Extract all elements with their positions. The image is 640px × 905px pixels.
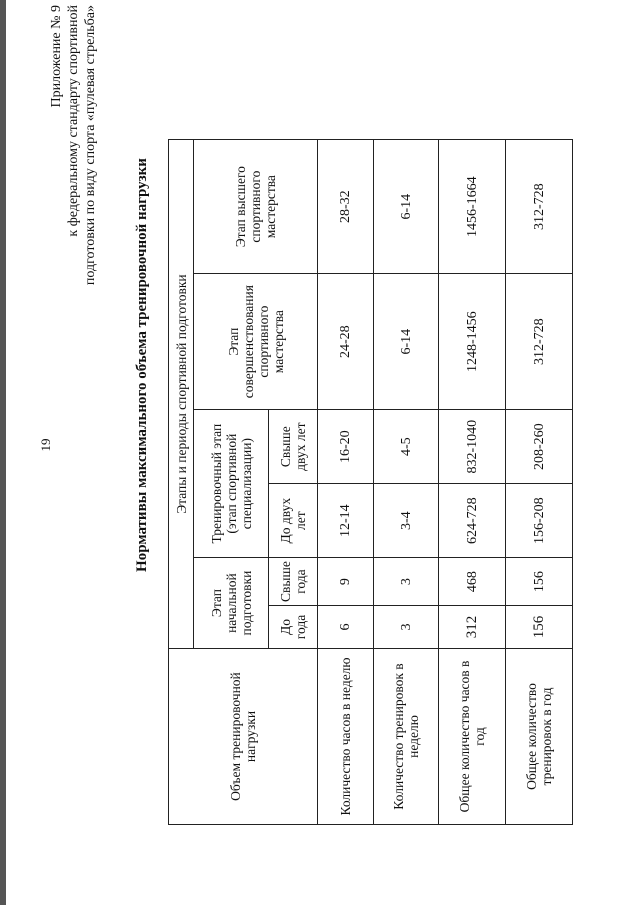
appendix-line-1: Приложение № 9 [49,5,64,108]
table-cell: 156 [506,606,573,649]
table-cell: 312-728 [506,140,573,274]
table-cell: 156 [506,558,573,606]
table-cell: 624-728 [439,484,506,558]
table-cell: 6 [318,606,374,649]
header-training-up-to-two-years: До двух лет [269,484,318,558]
table-cell: 208-260 [506,410,573,484]
table-row [439,140,506,825]
header-stage-initial: Этап начальной подготовки [194,558,269,649]
table-cell: 9 [318,558,374,606]
header-training-over-two-years: Свыше двух лет [269,410,318,484]
table-cell: 832-1040 [439,410,506,484]
page-number: 19 [38,438,53,452]
row-label: Количество тренировок в неделю [374,649,439,825]
appendix-note [48,5,99,345]
table-cell: 312-728 [506,274,573,410]
header-stage-training: Тренировочный этап (этап спортивной специализации) [194,410,269,558]
table-row [318,140,374,825]
table-cell: 156-208 [506,484,573,558]
header-initial-over-year: Свыше года [269,558,318,606]
table-cell: 3-4 [374,484,439,558]
row-label: Общее количество часов в год [439,649,506,825]
table-cell: 28-32 [318,140,374,274]
table-cell: 468 [439,558,506,606]
table-cell: 6-14 [374,140,439,274]
header-row-1 [169,140,194,825]
table-cell: 1456-1664 [439,140,506,274]
table-row [374,140,439,825]
table-cell: 1248-1456 [439,274,506,410]
row-label: Количество часов в неделю [318,649,374,825]
table-cell: 312 [439,606,506,649]
appendix-line-3: подготовки по виду спорта «пулевая стрельба» [83,5,98,286]
document-title: Нормативы максимального объема тренировочной нагрузки [134,158,150,572]
header-initial-up-to-year: До года [269,606,318,649]
header-stages-group: Этапы и периоды спортивной подготовки [169,140,194,649]
table-cell: 6-14 [374,274,439,410]
header-stage-improvement: Этап совершенствования спортивного мастерства [194,274,318,410]
table-cell: 12-14 [318,484,374,558]
header-load-column: Объем тренировочной нагрузки [169,649,318,825]
header-stage-highest: Этап высшего спортивного мастерства [194,140,318,274]
table-cell: 24-28 [318,274,374,410]
table-cell: 4-5 [374,410,439,484]
row-label: Общее количество тренировок в год [506,649,573,825]
training-load-table [168,139,573,825]
table-cell: 3 [374,606,439,649]
appendix-line-2: к федеральному стандарту спортивной [66,5,81,237]
table-row [506,140,573,825]
table-cell: 3 [374,558,439,606]
table-cell: 16-20 [318,410,374,484]
